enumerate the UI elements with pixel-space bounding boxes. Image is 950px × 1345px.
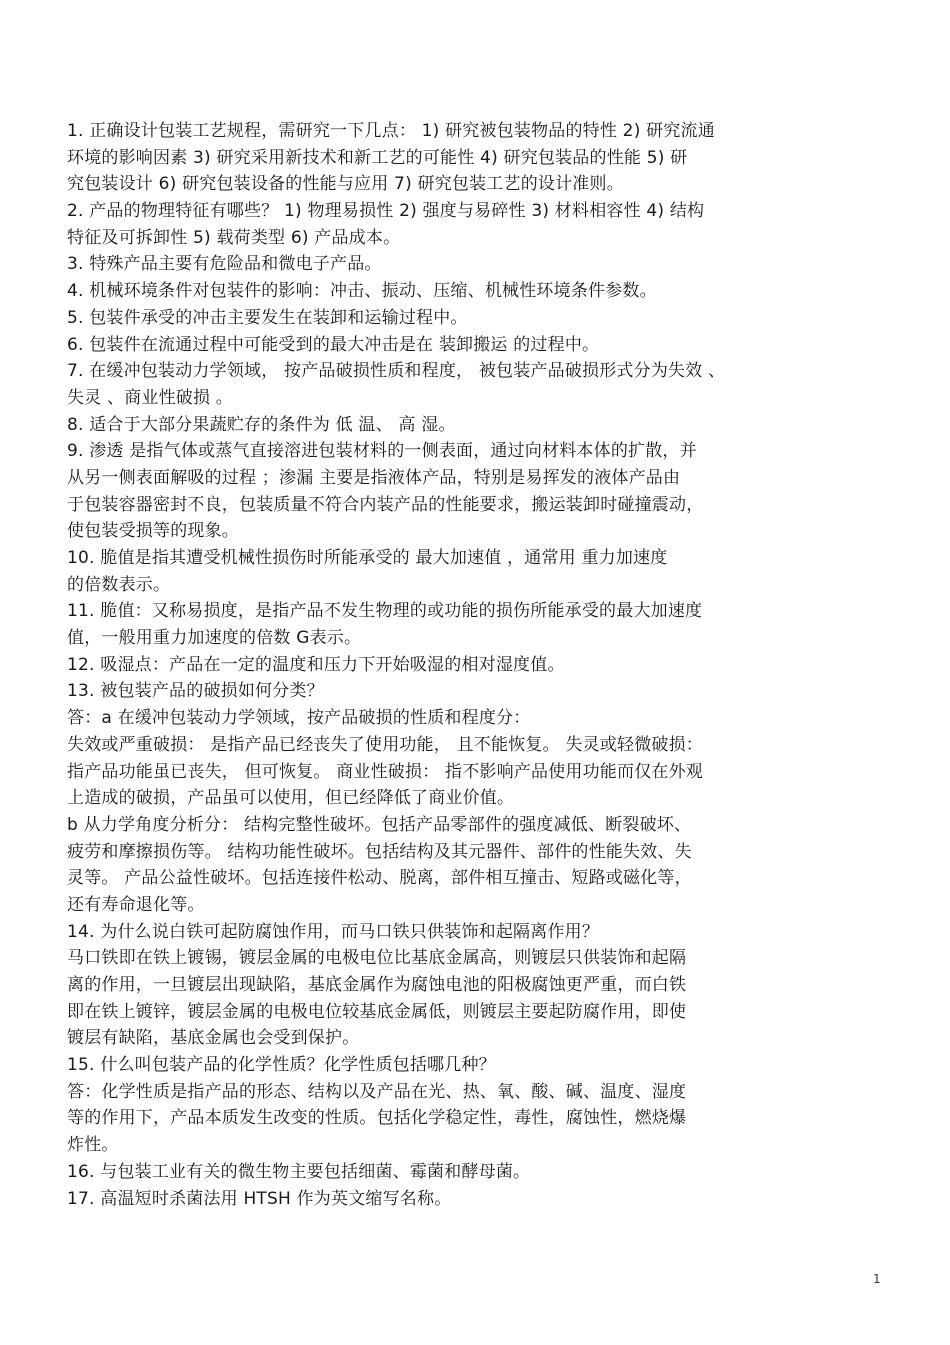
text-line: 即在铁上镀锌，镀层金属的电极电位较基底金属低，则镀层主要起防腐作用，即使 xyxy=(67,1001,687,1022)
text-line: 15. 什么叫包装产品的化学性质？化学性质包括哪几种？ xyxy=(67,1055,496,1076)
page-number: 1 xyxy=(873,1272,881,1286)
text-line: 指产品功能虽已丧失， 但可恢复。 商业性破损： 指不影响产品使用功能而仅在外观 xyxy=(67,761,704,782)
text-line: 炸性。 xyxy=(67,1135,119,1156)
text-line: 于包装容器密封不良，包装质量不符合内装产品的性能要求，搬运装卸时碰撞震动， xyxy=(67,494,704,515)
text-line: 5. 包装件承受的冲击主要发生在装卸和运输过程中。 xyxy=(67,307,468,328)
text-line: 失灵 、商业性破损 。 xyxy=(67,387,234,408)
text-line: 特征及可拆卸性 5) 载荷类型 6) 产品成本。 xyxy=(67,227,401,248)
text-line: 答：化学性质是指产品的形态、结构以及产品在光、热、氧、酸、碱、温度、湿度 xyxy=(67,1081,687,1102)
text-line: 答：a 在缓冲包装动力学领域，按产品破损的性质和程度分： xyxy=(67,708,531,729)
text-line: 使包装受损等的现象。 xyxy=(67,521,239,542)
text-line: 灵等。 产品公益性破坏。包括连接件松动、脱离，部件相互撞击、短路或磁化等， xyxy=(67,868,692,889)
text-line: 的倍数表示。 xyxy=(67,574,171,595)
text-line: 6. 包装件在流通过程中可能受到的最大冲击是在 装卸搬运 的过程中。 xyxy=(67,334,600,355)
text-line: 从另一侧表面解吸的过程 ；渗漏 主要是指液体产品，特别是易挥发的液体产品由 xyxy=(67,467,681,488)
text-line: 失效或严重破损： 是指产品已经丧失了使用功能， 且不能恢复。 失灵或轻微破损： xyxy=(67,734,704,755)
text-line: 离的作用，一旦镀层出现缺陷，基底金属作为腐蚀电池的阳极腐蚀更严重，而白铁 xyxy=(67,975,687,995)
text-line: b 从力学角度分析分： 结构完整性破坏。包括产品零部件的强度减低、断裂破坏、 xyxy=(67,814,692,835)
text-line: 3. 特殊产品主要有危险品和微电子产品。 xyxy=(67,254,382,275)
text-line: 7. 在缓冲包装动力学领域， 按产品破损性质和程度， 被包装产品破损形式分为失效 、 xyxy=(67,361,726,382)
text-line: 9. 渗透 是指气体或蒸气直接溶进包装材料的一侧表面，通过向材料本体的扩散，并 xyxy=(67,441,697,462)
text-line: 14. 为什么说白铁可起防腐蚀作用，而马口铁只供装饰和起隔离作用？ xyxy=(67,921,600,942)
document-body xyxy=(67,118,882,1212)
text-line: 11. 脆值：又称易损度，是指产品不发生物理的或功能的损伤所能承受的最大加速度 xyxy=(67,601,703,622)
text-line: 究包装设计 6) 研究包装设备的性能与应用 7) 研究包装工艺的设计准则。 xyxy=(67,174,624,195)
text-line: 8. 适合于大部分果蔬贮存的条件为 低 温、 高 湿。 xyxy=(67,414,456,435)
text-line: 13. 被包装产品的破损如何分类？ xyxy=(67,681,324,702)
text-line: 10. 脆值是指其遭受机械性损伤时所能承受的 最大加速值 ，通常用 重力加速度 xyxy=(67,548,668,568)
text-line: 还有寿命退化等。 xyxy=(67,894,205,915)
text-line: 17. 高温短时杀菌法用 HTSH 作为英文缩写名称。 xyxy=(67,1188,452,1209)
text-line: 4. 机械环境条件对包装件的影响：冲击、振动、压缩、机械性环境条件参数。 xyxy=(67,281,657,302)
text-line: 马口铁即在铁上镀锡，镀层金属的电极电位比基底金属高，则镀层只供装饰和起隔 xyxy=(67,948,687,969)
text-line: 16. 与包装工业有关的微生物主要包括细菌、霉菌和酵母菌。 xyxy=(67,1161,531,1182)
text-line: 等的作用下，产品本质发生改变的性质。包括化学稳定性，毒性，腐蚀性，燃烧爆 xyxy=(67,1108,687,1129)
text-line: 12. 吸湿点：产品在一定的温度和压力下开始吸湿的相对湿度值。 xyxy=(67,654,565,675)
text-line: 上造成的破损，产品虽可以使用，但已经降低了商业价值。 xyxy=(67,788,515,809)
text-line: 1. 正确设计包装工艺规程，需研究一下几点： 1) 研究被包装物品的特性 2) 研究流通 xyxy=(67,121,715,141)
text-line: 值，一般用重力加速度的倍数 G表示。 xyxy=(67,628,362,649)
text-line: 疲劳和摩擦损伤等。 结构功能性破坏。包括结构及其元器件、部件的性能失效、失 xyxy=(67,841,692,862)
text-line: 环境的影响因素 3) 研究采用新技术和新工艺的可能性 4) 研究包装品的性能 5) 研 xyxy=(67,147,688,168)
text-line: 2. 产品的物理特征有哪些？ 1) 物理易损性 2) 强度与易碎性 3) 材料相容性 4) 结构 xyxy=(67,201,705,222)
text-line: 镀层有缺陷，基底金属也会受到保护。 xyxy=(67,1028,360,1049)
